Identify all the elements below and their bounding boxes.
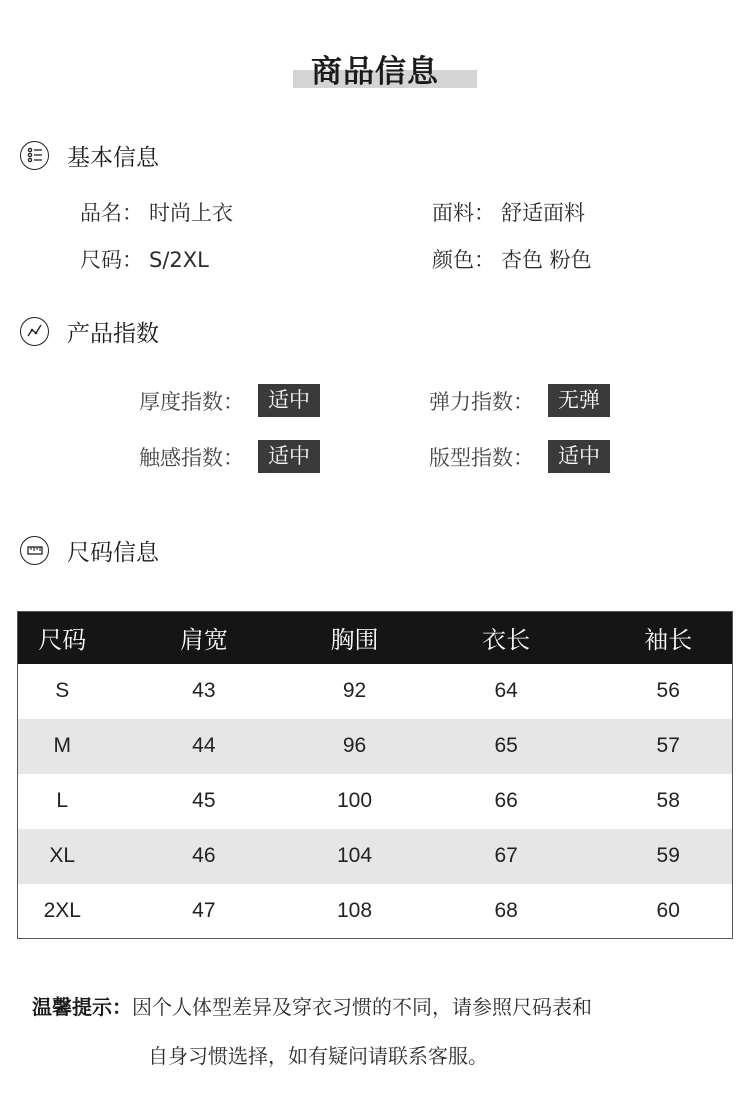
product-name-value: 时尚上衣 (149, 201, 233, 225)
fabric-label: 面料： (432, 201, 495, 225)
fabric-row (432, 197, 585, 227)
table-row (18, 884, 733, 939)
page-title-block (0, 40, 750, 100)
thickness-index (139, 384, 320, 417)
table-cell: 45 (192, 789, 216, 812)
column-header: 袖长 (644, 626, 693, 655)
table-cell: 47 (192, 898, 216, 922)
column-header: 胸围 (330, 626, 379, 655)
table-cell: 108 (336, 898, 373, 922)
product-name-label: 品名： (80, 201, 143, 225)
thickness-tag: 适中 (258, 384, 320, 417)
table-cell: XL (49, 844, 76, 867)
table-cell: 92 (342, 679, 367, 702)
table-cell: S (55, 679, 70, 702)
column-header: 肩宽 (179, 626, 228, 655)
table-cell: 100 (336, 789, 373, 812)
basic-info-header (20, 140, 159, 170)
touch-tag: 适中 (258, 440, 320, 473)
list-icon (20, 141, 49, 170)
size-table (17, 611, 733, 939)
table-cell: 64 (494, 679, 518, 702)
thickness-label: 厚度指数： (139, 389, 244, 414)
column-header: 衣长 (482, 626, 531, 655)
tip-text-1: 因个人体型差异及穿衣习惯的不同，请参照尺码表和 (132, 995, 592, 1019)
fit-tag: 适中 (548, 440, 610, 473)
elasticity-tag: 无弹 (548, 384, 610, 417)
table-cell: 104 (336, 844, 373, 867)
product-index-title: 产品指数 (67, 320, 159, 347)
table-cell: 58 (656, 789, 680, 812)
color-row (432, 244, 592, 274)
table-row (18, 719, 733, 774)
table-cell: 65 (494, 734, 518, 757)
product-name-row (80, 197, 233, 227)
table-cell: 44 (192, 734, 216, 757)
table-row (18, 829, 733, 884)
table-cell: 60 (656, 898, 680, 922)
page-title: 商品信息 (311, 54, 439, 90)
size-info-title: 尺码信息 (67, 539, 159, 566)
trend-icon (20, 317, 49, 346)
table-cell: 68 (494, 898, 518, 922)
fit-label: 版型指数： (429, 445, 534, 470)
touch-label: 触感指数： (139, 445, 244, 470)
touch-index (139, 440, 320, 473)
table-cell: 43 (192, 679, 216, 702)
color-label: 颜色： (432, 248, 495, 272)
elasticity-label: 弹力指数： (429, 389, 534, 414)
tip-text-2: 自身习惯选择，如有疑问请联系客服。 (148, 1044, 488, 1068)
table-cell: L (56, 789, 69, 812)
table-cell: 66 (494, 789, 518, 812)
table-cell: 57 (656, 734, 680, 757)
fabric-value: 舒适面料 (501, 201, 585, 225)
table-row (18, 664, 733, 719)
elasticity-index (429, 384, 610, 417)
tip-line-2 (148, 1040, 488, 1069)
product-index-header (20, 316, 159, 346)
table-cell: 96 (342, 734, 367, 757)
basic-info-title: 基本信息 (67, 144, 159, 171)
column-header: 尺码 (38, 626, 87, 655)
size-label: 尺码： (80, 248, 143, 272)
table-cell: 46 (192, 844, 216, 867)
tip-label: 温馨提示： (32, 995, 132, 1019)
table-cell: 56 (656, 679, 680, 702)
tip-line-1 (32, 991, 592, 1020)
ruler-icon (20, 536, 49, 565)
table-cell: 2XL (43, 898, 81, 922)
table-cell: M (53, 734, 71, 757)
size-value: S/2XL (149, 248, 209, 272)
table-cell: 59 (656, 844, 680, 867)
size-row (80, 244, 209, 274)
table-row (18, 774, 733, 829)
fit-index (429, 440, 610, 473)
size-table-header (18, 612, 733, 664)
table-cell: 67 (494, 844, 518, 867)
color-value: 杏色 粉色 (501, 248, 592, 272)
size-info-header (20, 535, 159, 565)
